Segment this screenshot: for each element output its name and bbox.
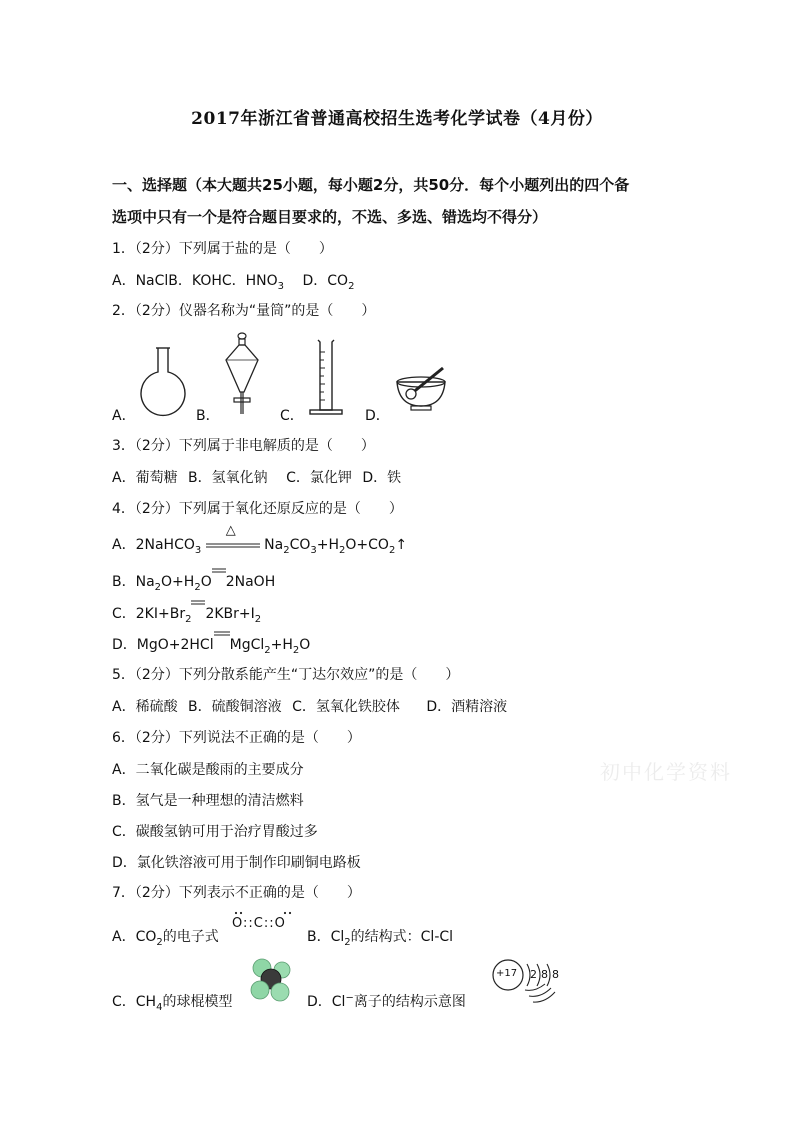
- equals-sign-icon: [191, 600, 205, 606]
- q5-option-d[interactable]: D．酒精溶液: [426, 699, 508, 715]
- q6-option-c[interactable]: C．碳酸氢钠可用于治疗胃酸过多: [112, 824, 318, 840]
- co2-electron-formula: O::C::O: [232, 916, 286, 931]
- q6-option-b[interactable]: B．氢气是一种理想的清洁燃料: [112, 793, 304, 809]
- q4-stem: 4．（2分）下列属于氧化还原反应的是（ ）: [112, 501, 403, 517]
- graduated-cylinder-icon: [306, 338, 346, 418]
- q7-option-a[interactable]: A．$CO_2$的电子式: [112, 929, 219, 948]
- q4-option-d[interactable]: D．MgO+2HCl $MgCl_2+H_2O$: [112, 634, 310, 656]
- q1-stem: 1．（2分）下列属于盐的是（ ）: [112, 241, 333, 257]
- q6-option-a[interactable]: A．二氧化碳是酸雨的主要成分: [112, 762, 304, 778]
- q7-stem: 7．（2分）下列表示不正确的是（ ）: [112, 885, 361, 901]
- q1-options: [112, 270, 354, 292]
- lone-pair-dots-icon: [232, 910, 294, 940]
- section-header-line2: 选项中只有一个是符合题目要求的，不选、多选、错选均不得分）: [112, 208, 548, 226]
- watermark: 初中化学资料: [600, 760, 732, 784]
- cl-ion-structure-diagram: [491, 958, 571, 1004]
- q5-stem: 5．（2分）下列分散系能产生“丁达尔效应”的是（ ）: [112, 667, 460, 683]
- section-header-line1: 一、选择题（本大题共25小题，每小题2分，共50分．每个小题列出的四个备: [112, 176, 630, 194]
- q7-option-b[interactable]: B．$Cl_2$的结构式：Cl-Cl: [307, 929, 454, 948]
- ch4-ball-stick-model-icon: [246, 954, 296, 1004]
- q3-option-c[interactable]: C．氯化钾: [286, 470, 352, 486]
- q4-option-b[interactable]: B．$Na_2O+H_2O$ 2NaOH: [112, 571, 275, 593]
- q2-option-b[interactable]: B．: [196, 408, 220, 424]
- q3-option-a[interactable]: A．葡萄糖: [112, 470, 178, 486]
- q3-stem: 3．（2分）下列属于非电解质的是（ ）: [112, 438, 375, 454]
- q6-stem: 6．（2分）下列说法不正确的是（ ）: [112, 730, 361, 746]
- q6-option-d[interactable]: D．氯化铁溶液可用于制作印刷铜电路板: [112, 855, 361, 871]
- q2-stem: 2．（2分）仪器名称为“量筒”的是（ ）: [112, 303, 376, 319]
- round-flask-icon: [138, 346, 188, 416]
- q1-option-abc[interactable]: A．NaClB．KOHC．$HNO_3$: [112, 273, 285, 292]
- equals-arrow-icon: [206, 543, 260, 549]
- q3-option-b[interactable]: B．氢氧化钠: [188, 470, 268, 486]
- q5-option-b[interactable]: B．硫酸铜溶液: [188, 699, 282, 715]
- shell-3-count: 8: [552, 968, 559, 981]
- q4-option-a[interactable]: A．2NaHCO$_3$ △ $Na_2CO_3+H_2O+CO_2↑$: [112, 523, 408, 556]
- q7-option-c[interactable]: C．$CH_4$的球棍模型: [112, 994, 233, 1013]
- q4-option-c[interactable]: C．$2KI+Br_2$ $2KBr+I_2$: [112, 603, 261, 625]
- q3-option-d[interactable]: D．铁: [362, 470, 402, 486]
- nucleus-charge: +17: [496, 968, 518, 979]
- q3-options: [112, 467, 401, 487]
- heat-symbol: △: [225, 523, 236, 538]
- shell-2-count: 8: [541, 968, 548, 981]
- q2-option-a[interactable]: A．: [112, 408, 136, 424]
- q5-option-c[interactable]: C．氢氧化铁胶体: [292, 699, 400, 715]
- q7-option-d[interactable]: D．Cl−离子的结构示意图: [307, 992, 466, 1010]
- page-title: 2017年浙江省普通高校招生选考化学试卷（4月份）: [191, 109, 603, 129]
- q1-option-d[interactable]: D．$CO_2$: [302, 273, 355, 292]
- equals-sign-icon: [212, 568, 226, 574]
- mortar-pestle-icon: [393, 366, 453, 416]
- equals-sign-icon: [214, 631, 230, 637]
- q2-option-c[interactable]: C．: [280, 408, 304, 424]
- nucleus-circle-icon: [491, 958, 571, 1004]
- shell-1-count: 2: [530, 968, 537, 981]
- q5-option-a[interactable]: A．稀硫酸: [112, 699, 178, 715]
- q5-options: [112, 696, 507, 716]
- section-header: [112, 169, 712, 233]
- separatory-funnel-icon: [222, 332, 262, 418]
- q2-option-d[interactable]: D．: [365, 408, 390, 424]
